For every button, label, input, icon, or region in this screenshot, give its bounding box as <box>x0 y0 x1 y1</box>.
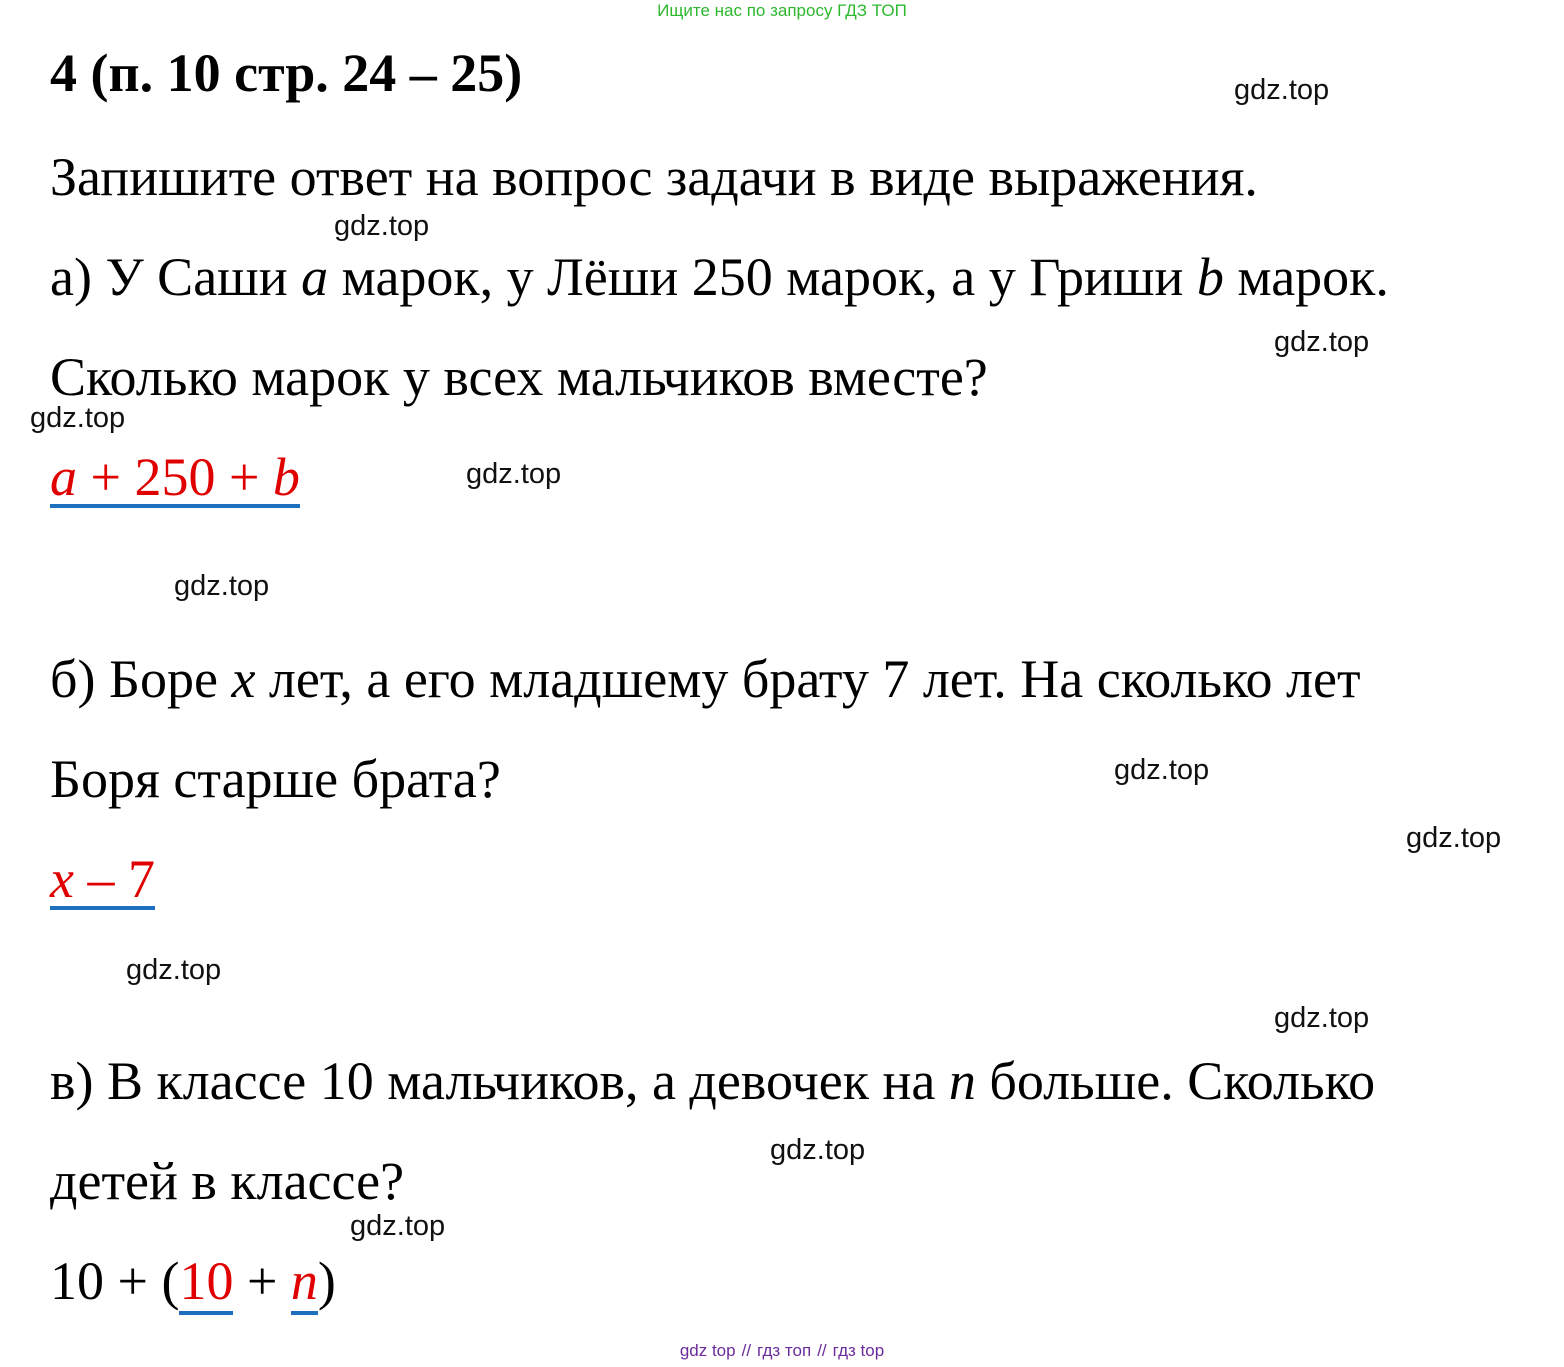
part-b-text-2: лет, а его младшему брату 7 лет. На сколько лет <box>255 649 1361 709</box>
part-a-text-1: а) У Саши <box>50 247 302 307</box>
answer-c-suffix: ) <box>317 1251 336 1311</box>
part-a-question-line-2: Сколько марок у всех мальчиков вместе? <box>50 347 988 407</box>
part-c-question-line-1 <box>50 1050 1375 1112</box>
footer <box>0 1341 1564 1361</box>
answer-a-var-a: a <box>50 447 77 507</box>
answer-c-var-n: n <box>291 1251 318 1315</box>
watermark: gdz.top <box>1234 74 1330 106</box>
watermark: gdz.top <box>334 210 430 242</box>
part-c-question-line-2: детей в классе? <box>50 1151 405 1211</box>
part-a-answer <box>50 447 300 508</box>
variable-b: b <box>1196 247 1224 307</box>
watermark: gdz.top <box>1274 326 1370 358</box>
top-banner: Ищите нас по запросу ГДЗ ТОП <box>657 1 907 20</box>
answer-c-prefix: 10 + ( <box>50 1251 180 1311</box>
answer-c-plus: + <box>233 1251 291 1311</box>
instruction-text: Запишите ответ на вопрос задачи в виде выражения. <box>50 147 1258 207</box>
footer-separator: // <box>741 1341 752 1360</box>
answer-b-rest: – 7 <box>73 849 155 909</box>
part-b-question-line-1 <box>50 648 1361 710</box>
answer-a-var-b: b <box>272 447 300 507</box>
footer-separator: // <box>817 1341 827 1360</box>
part-a-question-line-1 <box>50 246 1389 308</box>
part-c-text-2: больше. Сколько <box>975 1051 1376 1111</box>
watermark: gdz.top <box>174 570 270 602</box>
answer-a-middle: + 250 + <box>77 447 273 507</box>
variable-x: x <box>231 649 256 709</box>
part-b-text-1: б) Боре <box>50 649 232 709</box>
footer-item-2: гдз топ <box>757 1341 812 1360</box>
page-title: 4 (п. 10 стр. 24 – 25) <box>50 43 523 103</box>
part-b-question-line-2: Боря старше брата? <box>50 749 501 809</box>
part-b-answer <box>50 849 155 910</box>
watermark: gdz.top <box>30 402 126 434</box>
watermark: gdz.top <box>126 954 222 986</box>
footer-item-3: гдз top <box>832 1341 885 1360</box>
part-a-text-2: марок, у Лёши 250 марок, а у Гриши <box>328 247 1197 307</box>
watermark: gdz.top <box>466 458 562 490</box>
part-c-text-1: в) В классе 10 мальчиков, а девочек на <box>50 1051 949 1111</box>
watermark: gdz.top <box>1274 1002 1370 1034</box>
variable-n: n <box>948 1051 976 1111</box>
answer-c-number: 10 <box>179 1251 233 1315</box>
watermark: gdz.top <box>1406 822 1502 854</box>
watermark: gdz.top <box>350 1210 446 1242</box>
part-c-answer <box>50 1250 336 1312</box>
footer-item-1: gdz top <box>679 1341 736 1360</box>
watermark: gdz.top <box>770 1134 866 1166</box>
variable-a: a <box>301 247 329 307</box>
part-a-text-3: марок. <box>1223 247 1389 307</box>
watermark: gdz.top <box>1114 754 1210 786</box>
answer-b-var-x: x <box>50 849 74 909</box>
